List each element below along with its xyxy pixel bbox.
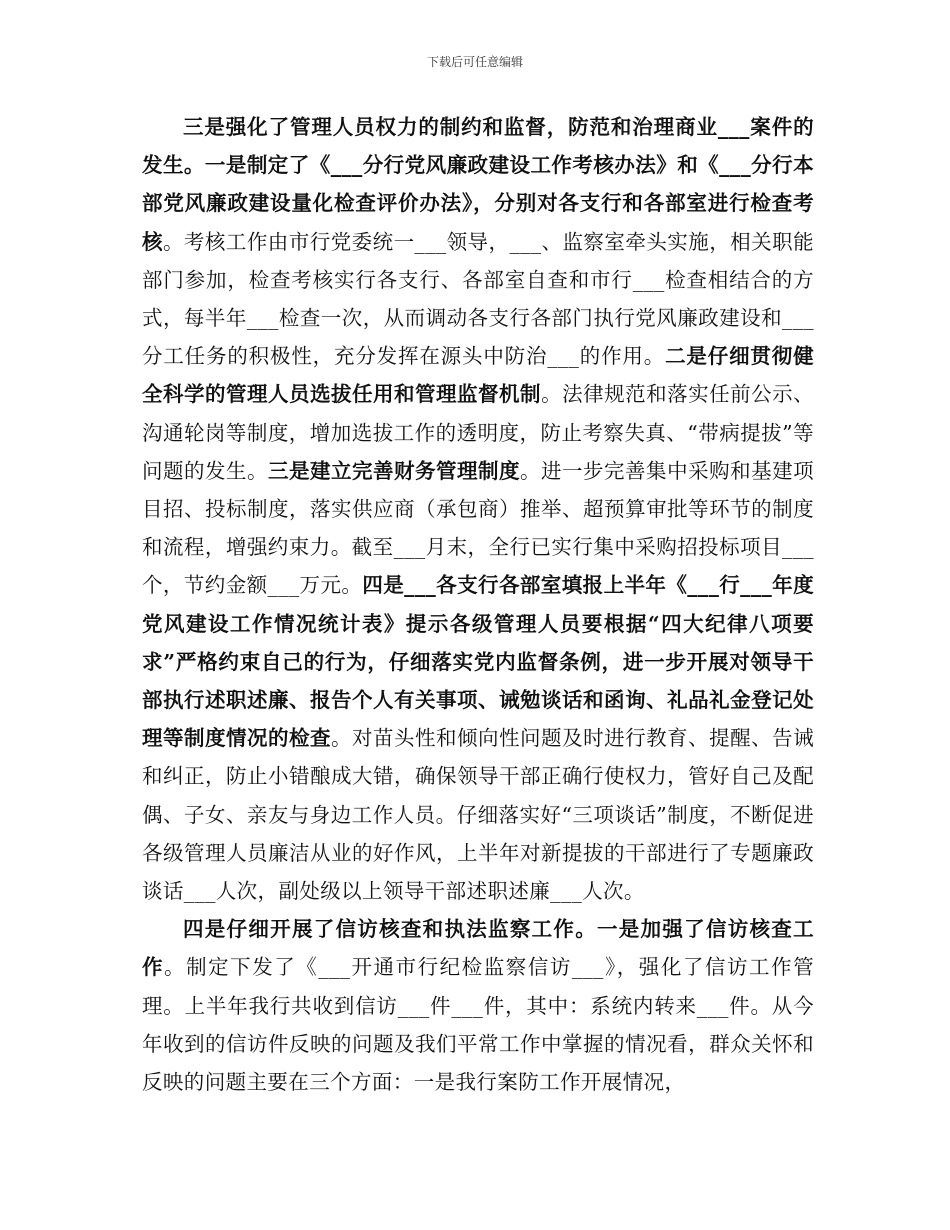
- document-body: [142, 108, 814, 1101]
- paragraph-1: [142, 108, 814, 910]
- paragraph-1-span-3: 二是仔细贯彻健全科学的管理人员选拔任用和管理监督机制: [142, 344, 814, 407]
- page-header: 下载后可任意编辑: [426, 55, 523, 69]
- paragraph-2-span-2: 。制定下发了《___开通市行纪检监察信访___》，强化了信访工作管理。上半年我行共收到信访___件___件，其中：系统内转来___件。从今年收到的信访件反映的问题及我们平常工作中掌握的情况看，群众关怀和反映的问题主要在三个方面：一是我行案防工作开展情况，: [142, 955, 814, 1095]
- paragraph-1-span-7: 四是___各支行各部室填报上半年《___行___年度党风建设工作情况统计表》提示各级管理人员要根据“四大纪律八项要求”严格约束自己的行为，仔细落实党内监督条例，进一步开展对领导干部执行述职述廉、报告个人有关事项、诫勉谈话和函询、礼品礼金登记处理等制度情况的检查: [142, 573, 814, 751]
- paragraph-1-span-6: 。进一步完善集中采购和基建项目招、投标制度，落实供应商（承包商）推举、超预算审批等环节的制度和流程，增强约束力。截至___月末，全行已实行集中采购招投标项目___个，节约金额___万元。: [142, 458, 814, 598]
- paragraph-1-span-8: 。对苗头性和倾向性问题及时进行教育、提醒、告诫和纠正，防止小错酿成大错，确保领导干部正确行使权力，管好自己及配偶、子女、亲友与身边工作人员。仔细落实好“三项谈话”制度，不断促进各级管理人员廉洁从业的好作风，上半年对新提拔的干部进行了专题廉政谈话___人次，副处级以上领导干部述职述廉___人次。: [142, 726, 814, 904]
- paragraph-1-span-1: 三是强化了管理人员权力的制约和监督，防范和治理商业___案件的发生。一是制定了《___分行党风廉政建设工作考核办法》和《___分行本部党风廉政建设量化检查评价办法》，分别对各支行和各部室进行检查考核: [142, 115, 814, 254]
- paragraph-1-span-5: 三是建立完善财务管理制度: [268, 458, 521, 483]
- paragraph-2: [142, 910, 814, 1101]
- paragraph-1-span-4: 。法律规范和落实任前公示、沟通轮岗等制度，增加选拔工作的透明度，防止考察失真、“带病提拔”等问题的发生。: [142, 382, 814, 483]
- paragraph-2-span-1: 四是仔细开展了信访核查和执法监察工作。一是加强了信访核查工作: [142, 917, 814, 980]
- paragraph-1-span-2: 。考核工作由市行党委统一___领导，___、监察室牵头实施，相关职能部门参加，检查考核实行各支行、各部室自查和市行___检查相结合的方式，每半年___检查一次，从而调动各支行各部门执行党风廉政建设和___分工任务的积极性，充分发挥在源头中防治___的作用。: [142, 229, 814, 369]
